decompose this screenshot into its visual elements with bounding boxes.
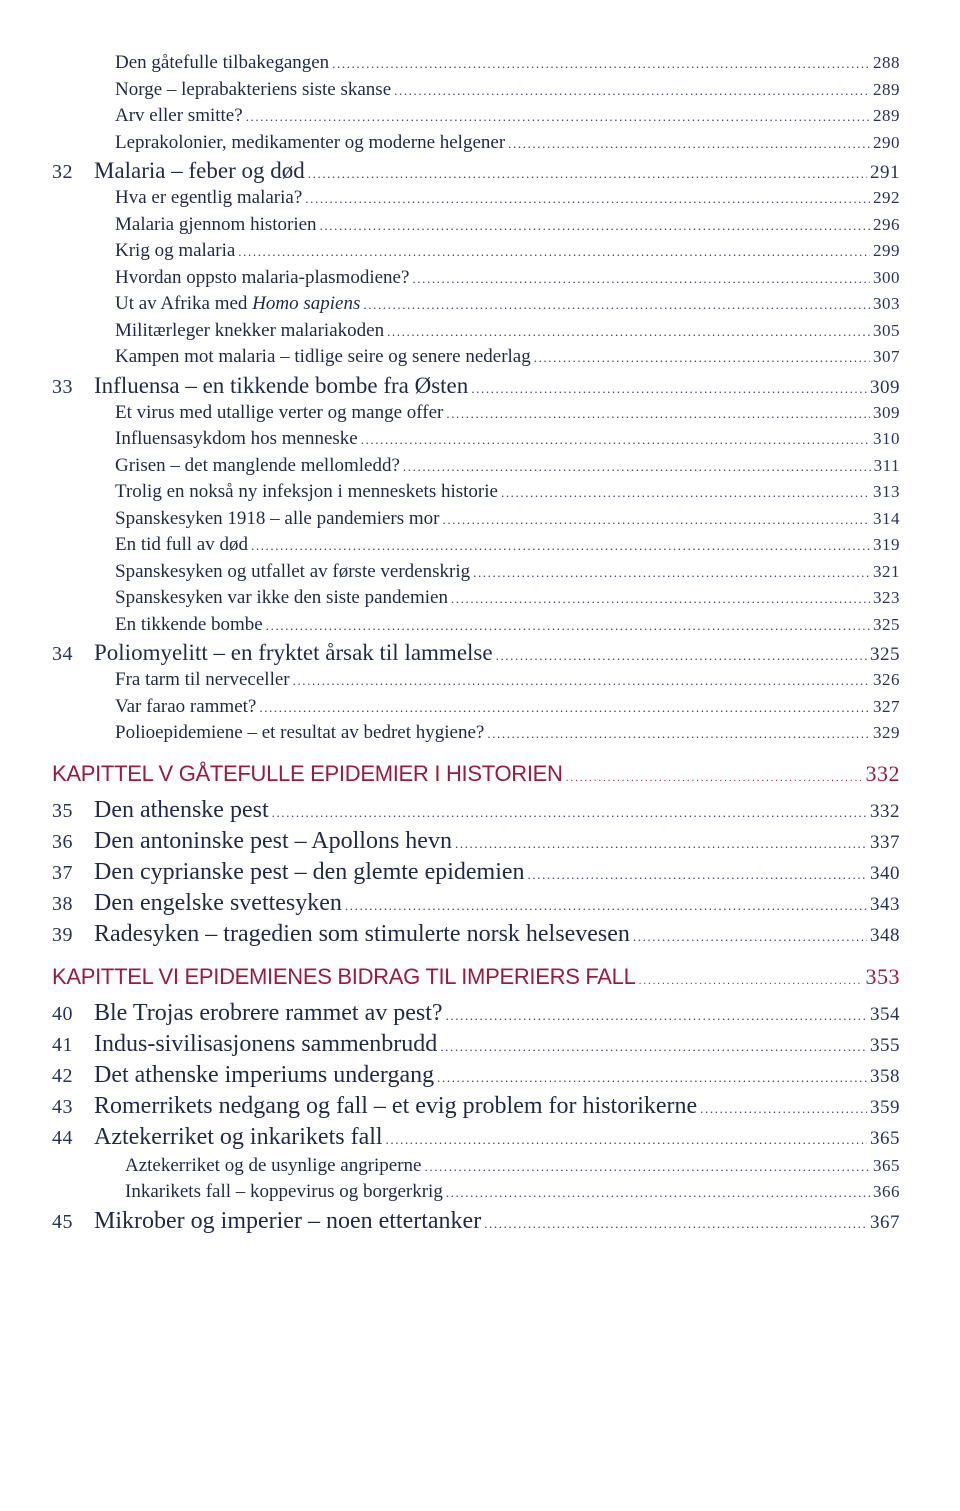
toc-page-number: 348 (870, 924, 900, 946)
dot-leader (455, 836, 867, 852)
toc-entry-title: Den antoninske pest – Apollons hevn (94, 827, 452, 854)
toc-page-number: 309 (873, 402, 900, 422)
toc-entry-title: Den engelske svettesyken (94, 889, 342, 916)
toc-page-number: 337 (870, 831, 900, 853)
dot-leader (633, 929, 867, 945)
dot-leader (437, 1070, 867, 1086)
toc-page-number: 305 (873, 320, 900, 340)
toc-entry-title: Aztekerriket og inkarikets fall (94, 1123, 383, 1150)
chapter-number: 40 (52, 1002, 73, 1025)
chapter-number: 35 (52, 799, 73, 822)
chapter-number: 44 (52, 1126, 73, 1149)
toc-subsection (52, 561, 900, 588)
dot-leader (446, 1185, 870, 1201)
dot-leader (394, 83, 870, 99)
toc-page-number: 288 (873, 53, 900, 72)
toc-page-number: 327 (873, 696, 900, 716)
toc-entry-title: Influensa – en tikkende bombe fra Østen (94, 372, 469, 398)
toc-page-number: 366 (873, 1182, 900, 1201)
dot-leader (293, 673, 870, 689)
toc-entry-title: Romerrikets nedgang og fall – et evig problem for historikerne (94, 1092, 698, 1119)
toc-subsection (52, 696, 900, 723)
dot-leader (425, 1159, 871, 1175)
toc-entry-title: Trolig en nokså ny infeksjon i menneskets historie (115, 481, 498, 502)
toc-page-number: 307 (873, 347, 900, 366)
dot-leader (446, 406, 870, 422)
toc-page-number: 296 (873, 214, 900, 234)
toc-page-number: 365 (873, 1155, 900, 1175)
toc-entry-title: Det athenske imperiums undergang (94, 1061, 435, 1088)
toc-entry-title: Poliomyelitt – en fryktet årsak til lammelse (94, 640, 493, 665)
toc-page-number: 325 (870, 644, 900, 665)
toc-entry-title: Spanskesyken var ikke den siste pandemien (115, 587, 448, 608)
toc-page-number: 319 (873, 535, 900, 554)
dot-leader (446, 1008, 867, 1024)
toc-page-number: 311 (873, 455, 900, 475)
toc-entry-title: Kampen mot malaria – tidlige seire og senere nederlag (115, 346, 531, 367)
dot-leader (361, 432, 870, 448)
toc-entry-title: Mikrober og imperier – noen ettertanker (94, 1207, 482, 1234)
dot-leader (266, 618, 870, 634)
toc-subsection (52, 52, 900, 79)
toc-subsection (52, 508, 900, 535)
toc-page-number: 303 (873, 294, 900, 313)
chapter-number: 34 (52, 643, 73, 665)
toc-page-number: 354 (870, 1003, 900, 1025)
toc-page-number: 326 (873, 670, 900, 689)
toc-page-number: 292 (873, 188, 900, 207)
toc-page-number: 365 (870, 1127, 900, 1149)
toc-entry-title: Malaria gjennom historien (115, 213, 317, 235)
toc-entry-title: Spanskesyken og utfallet av første verdenskrig (115, 560, 471, 582)
toc-entry-title: Fra tarm til nerveceller (115, 669, 290, 690)
dot-leader (566, 772, 863, 784)
toc-chapter (52, 859, 900, 890)
toc-entry-title: Spanskesyken 1918 – alle pandemiers mor (115, 507, 440, 529)
toc-chapter (52, 1124, 900, 1155)
toc-entry-title: Aztekerriket og de usynlige angriperne (125, 1154, 422, 1176)
chapter-number: 36 (52, 830, 73, 853)
toc-entry-title: Hva er egentlig malaria? (115, 187, 303, 208)
dot-leader (246, 109, 870, 125)
toc-entry-title: En tid full av død (115, 534, 248, 555)
dot-leader (534, 350, 870, 366)
chapter-number: 42 (52, 1064, 73, 1087)
toc-entry-title: Et virus med utallige verter og mange offer (115, 401, 444, 423)
dot-leader (471, 381, 867, 397)
toc-page-number: 325 (873, 614, 900, 634)
toc-subsection (52, 669, 900, 696)
toc-subsection (52, 320, 900, 347)
toc-page-number: 323 (873, 588, 900, 607)
chapter-number: 39 (52, 923, 73, 946)
toc-chapter (52, 1208, 900, 1239)
toc-page-number: 359 (870, 1096, 900, 1118)
table-of-contents (52, 52, 900, 1239)
chapter-number: 43 (52, 1095, 73, 1118)
dot-leader (700, 1101, 867, 1117)
toc-subsection (52, 481, 900, 508)
dot-leader (259, 700, 870, 716)
toc-page-number: 291 (870, 162, 900, 183)
toc-page-number: 299 (873, 241, 900, 260)
toc-page-number: 321 (873, 561, 900, 581)
part-title: KAPITTEL V GÅTEFULLE EPIDEMIER I HISTORIEN (52, 760, 563, 786)
chapter-number: 41 (52, 1033, 73, 1056)
dot-leader (403, 459, 871, 475)
dot-leader (496, 648, 867, 664)
toc-page-number: 309 (870, 376, 900, 398)
toc-page-number: 290 (873, 132, 900, 152)
chapter-number: 33 (52, 375, 73, 398)
toc-page-number: 313 (873, 482, 900, 501)
toc-entry-title: Hvordan oppsto malaria-plasmodiene? (115, 266, 410, 288)
chapter-number: 32 (52, 161, 73, 183)
toc-chapter (52, 828, 900, 859)
toc-entry-title: Den cyprianske pest – den glemte epidemien (94, 858, 525, 885)
toc-entry-title: Var farao rammet? (115, 695, 257, 717)
toc-subsection (52, 214, 900, 241)
dot-leader (305, 191, 870, 207)
toc-page-number: 289 (873, 79, 900, 99)
toc-subsection (52, 614, 900, 641)
toc-subsection (52, 79, 900, 106)
dot-leader (487, 726, 870, 742)
toc-subsection (52, 187, 900, 214)
dot-leader (308, 166, 867, 182)
dot-leader (440, 1039, 867, 1055)
toc-entry-title: Den gåtefulle tilbakegangen (115, 52, 330, 73)
dot-leader (639, 975, 863, 987)
toc-chapter (52, 1062, 900, 1093)
toc-entry-title: Ble Trojas erobrere rammet av pest? (94, 999, 443, 1026)
dot-leader (332, 56, 870, 72)
dot-leader (238, 244, 870, 260)
dot-leader (345, 898, 867, 914)
toc-subsection (52, 1181, 900, 1208)
chapter-number: 38 (52, 892, 73, 915)
dot-leader (320, 218, 870, 234)
toc-page-number: 332 (865, 760, 900, 786)
toc-page-number: 343 (870, 893, 900, 915)
toc-subsection (52, 402, 900, 429)
toc-subsection (52, 240, 900, 267)
toc-entry-title: Inkarikets fall – koppevirus og borgerkrig (125, 1181, 443, 1202)
dot-leader (272, 805, 867, 821)
toc-entry-title: Krig og malaria (115, 240, 236, 261)
part-title: KAPITTEL VI EPIDEMIENES BIDRAG TIL IMPERIERS FALL (52, 963, 636, 989)
toc-entry-title: Polioepidemiene – et resultat av bedret hygiene? (115, 722, 485, 743)
dot-leader (412, 271, 870, 287)
chapter-number: 45 (52, 1210, 73, 1233)
toc-page-number: 314 (873, 508, 900, 528)
toc-subsection (52, 293, 900, 320)
dot-leader (528, 867, 867, 883)
toc-page-number: 353 (865, 963, 900, 989)
toc-entry-title: Norge – leprabakteriens siste skanse (115, 78, 392, 100)
toc-page-number: 332 (870, 800, 900, 822)
toc-page-number: 355 (870, 1034, 900, 1056)
title-roman: Ut av Afrika med (115, 293, 253, 314)
dot-leader (508, 136, 870, 152)
dot-leader (451, 591, 870, 607)
toc-entry-title: Militærleger knekker malariakoden (115, 319, 385, 341)
toc-page-number: 310 (873, 429, 900, 448)
dot-leader (501, 485, 870, 501)
toc-entry-title: En tikkende bombe (115, 613, 263, 635)
toc-entry-title: Radesyken – tragedien som stimulerte norsk helsevesen (94, 920, 630, 947)
toc-subsection (52, 1155, 900, 1182)
title-italic: Homo sapiens (252, 293, 361, 314)
toc-page-number: 340 (870, 862, 900, 884)
toc-page-number: 367 (870, 1211, 900, 1233)
toc-chapter (52, 373, 900, 402)
toc-subsection (52, 346, 900, 373)
toc-page-number: 289 (873, 106, 900, 125)
toc-chapter (52, 1093, 900, 1124)
toc-entry-title: Indus-sivilisasjonens sammenbrudd (94, 1030, 438, 1057)
toc-entry-title: Arv eller smitte? (115, 105, 243, 126)
toc-subsection (52, 267, 900, 294)
toc-entry-title (115, 293, 360, 315)
dot-leader (363, 297, 870, 313)
toc-chapter (52, 921, 900, 952)
toc-subsection (52, 105, 900, 132)
toc-chapter (52, 1000, 900, 1031)
toc-chapter (52, 890, 900, 921)
toc-entry-title: Den athenske pest (94, 796, 269, 823)
toc-chapter (52, 158, 900, 187)
toc-entry-title: Grisen – det manglende mellomledd? (115, 454, 400, 476)
toc-part-heading (52, 761, 900, 797)
toc-chapter (52, 640, 900, 669)
toc-page-number: 329 (873, 723, 900, 742)
toc-entry-title: Influensasykdom hos menneske (115, 428, 358, 449)
toc-chapter (52, 797, 900, 828)
toc-entry-title: Malaria – feber og død (94, 158, 305, 183)
dot-leader (443, 512, 870, 528)
toc-chapter (52, 1031, 900, 1062)
toc-entry-title: Leprakolonier, medikamenter og moderne helgener (115, 131, 506, 153)
dot-leader (473, 565, 870, 581)
toc-subsection (52, 428, 900, 455)
toc-subsection (52, 534, 900, 561)
toc-page-number: 358 (870, 1065, 900, 1087)
dot-leader (386, 1132, 867, 1148)
toc-subsection (52, 455, 900, 482)
toc-subsection (52, 132, 900, 159)
chapter-number: 37 (52, 861, 73, 884)
toc-subsection (52, 722, 900, 749)
toc-page-number: 300 (873, 267, 900, 287)
dot-leader (251, 538, 870, 554)
dot-leader (387, 324, 870, 340)
dot-leader (484, 1216, 867, 1232)
toc-part-heading (52, 964, 900, 1000)
toc-subsection (52, 587, 900, 614)
